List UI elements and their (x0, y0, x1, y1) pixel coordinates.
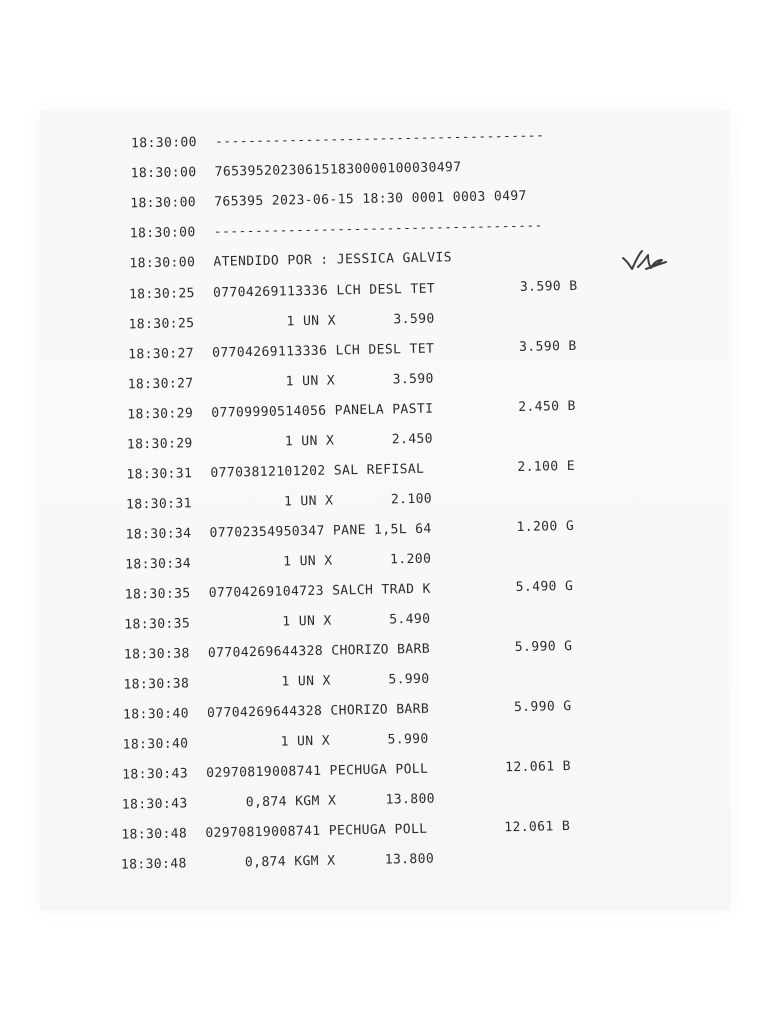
line-time: 18:30:48 (120, 856, 187, 873)
receipt-line (130, 159, 462, 184)
item-quantity: 1 UN X 1.200 (283, 551, 432, 570)
item-line (121, 819, 571, 845)
item-quantity: 1 UN X 2.450 (284, 431, 434, 450)
line-time: 18:30:48 (121, 826, 188, 843)
line-time: 18:30:31 (125, 496, 193, 513)
item-description: 07703812101202 SAL REFISAL (210, 461, 425, 481)
item-quantity: 1 UN X 3.590 (286, 311, 435, 330)
receipt-line (129, 250, 453, 274)
item-description: 07702354950347 PANE 1,5L 64 (209, 521, 432, 541)
quantity-line (127, 371, 434, 395)
receipt-line (129, 218, 543, 244)
item-description: 07704269644328 CHORIZO BARB (207, 641, 431, 661)
item-line (127, 398, 576, 425)
item-price: 3.590 B (519, 278, 578, 295)
item-price: 12.061 B (504, 819, 571, 836)
transaction-header: 765395 2023-06-15 18:30 0001 0003 0497 (214, 188, 527, 210)
line-time: 18:30:29 (127, 406, 194, 423)
transaction-code: 765395202306151830000100030497 (214, 159, 462, 180)
line-time: 18:30:34 (125, 556, 192, 573)
item-quantity: 0,874 KGM X 13.800 (245, 791, 436, 811)
line-time: 18:30:00 (129, 225, 196, 242)
line-time: 18:30:38 (123, 676, 190, 693)
quantity-line (125, 551, 432, 575)
separator-line: ---------------------------------------- (214, 128, 545, 150)
line-time: 18:30:25 (128, 286, 195, 303)
line-time: 18:30:38 (123, 646, 190, 663)
line-time: 18:30:00 (130, 195, 197, 212)
item-price: 12.061 B (505, 759, 572, 776)
line-time: 18:30:40 (122, 736, 189, 753)
line-time: 18:30:40 (122, 706, 190, 723)
quantity-line (125, 491, 433, 515)
item-price: 5.990 G (513, 698, 572, 716)
line-time: 18:30:25 (128, 316, 195, 333)
quantity-line (128, 311, 435, 335)
item-price: 2.450 B (518, 398, 576, 415)
quantity-line (126, 431, 434, 455)
line-time: 18:30:00 (130, 165, 197, 182)
separator-line: ---------------------------------------- (213, 218, 543, 240)
line-time: 18:30:43 (122, 766, 189, 783)
item-quantity: 1 UN X 2.100 (283, 491, 433, 510)
quantity-line (123, 671, 430, 695)
item-quantity: 1 UN X 5.990 (280, 731, 429, 750)
item-description: 07704269104723 SALCH TRAD K (208, 581, 431, 601)
item-description: 07704269644328 CHORIZO BARB (206, 701, 430, 721)
item-price: 2.100 E (517, 458, 576, 475)
item-quantity: 1 UN X 5.990 (281, 671, 430, 690)
item-description: 02970819008741 PECHUGA POLL (205, 821, 428, 842)
item-quantity: 0,874 KGM X 13.800 (244, 851, 435, 871)
line-time: 18:30:00 (129, 255, 196, 272)
item-description: 07709990514056 PANELA PASTI (211, 401, 434, 421)
item-quantity: 1 UN X 5.490 (282, 611, 431, 630)
line-time: 18:30:27 (128, 346, 195, 363)
quantity-line (120, 851, 435, 875)
line-time: 18:30:34 (125, 526, 192, 543)
item-price: 3.590 B (518, 338, 577, 355)
item-line (122, 759, 572, 785)
quantity-line (121, 791, 436, 815)
item-line (128, 338, 577, 365)
item-line (125, 518, 575, 545)
line-time: 18:30:43 (121, 796, 188, 813)
item-line (124, 578, 574, 605)
line-time: 18:30:27 (127, 376, 194, 393)
item-description: 07704269113336 LCH DESL TET (212, 281, 436, 301)
item-line (128, 278, 578, 305)
receipt-line (130, 128, 545, 154)
item-line (123, 638, 573, 665)
quantity-line (122, 731, 429, 755)
item-quantity: 1 UN X 3.590 (285, 371, 434, 390)
item-description: 07704269113336 LCH DESL TET (212, 341, 435, 361)
item-line (126, 458, 576, 485)
item-price: 5.490 G (515, 578, 574, 596)
line-time: 18:30:00 (130, 135, 198, 152)
receipt-line (130, 188, 527, 214)
cashier-name: ATENDIDO POR : JESSICA GALVIS (213, 250, 453, 270)
item-description: 02970819008741 PECHUGA POLL (206, 761, 429, 782)
signature-mark-icon (620, 245, 670, 275)
line-time: 18:30:29 (126, 436, 193, 453)
item-price: 5.990 G (514, 638, 573, 656)
line-time: 18:30:31 (126, 466, 193, 483)
line-time: 18:30:35 (124, 616, 191, 633)
line-time: 18:30:35 (124, 586, 191, 603)
quantity-line (124, 611, 431, 635)
item-line (122, 698, 572, 725)
item-price: 1.200 G (516, 518, 575, 535)
